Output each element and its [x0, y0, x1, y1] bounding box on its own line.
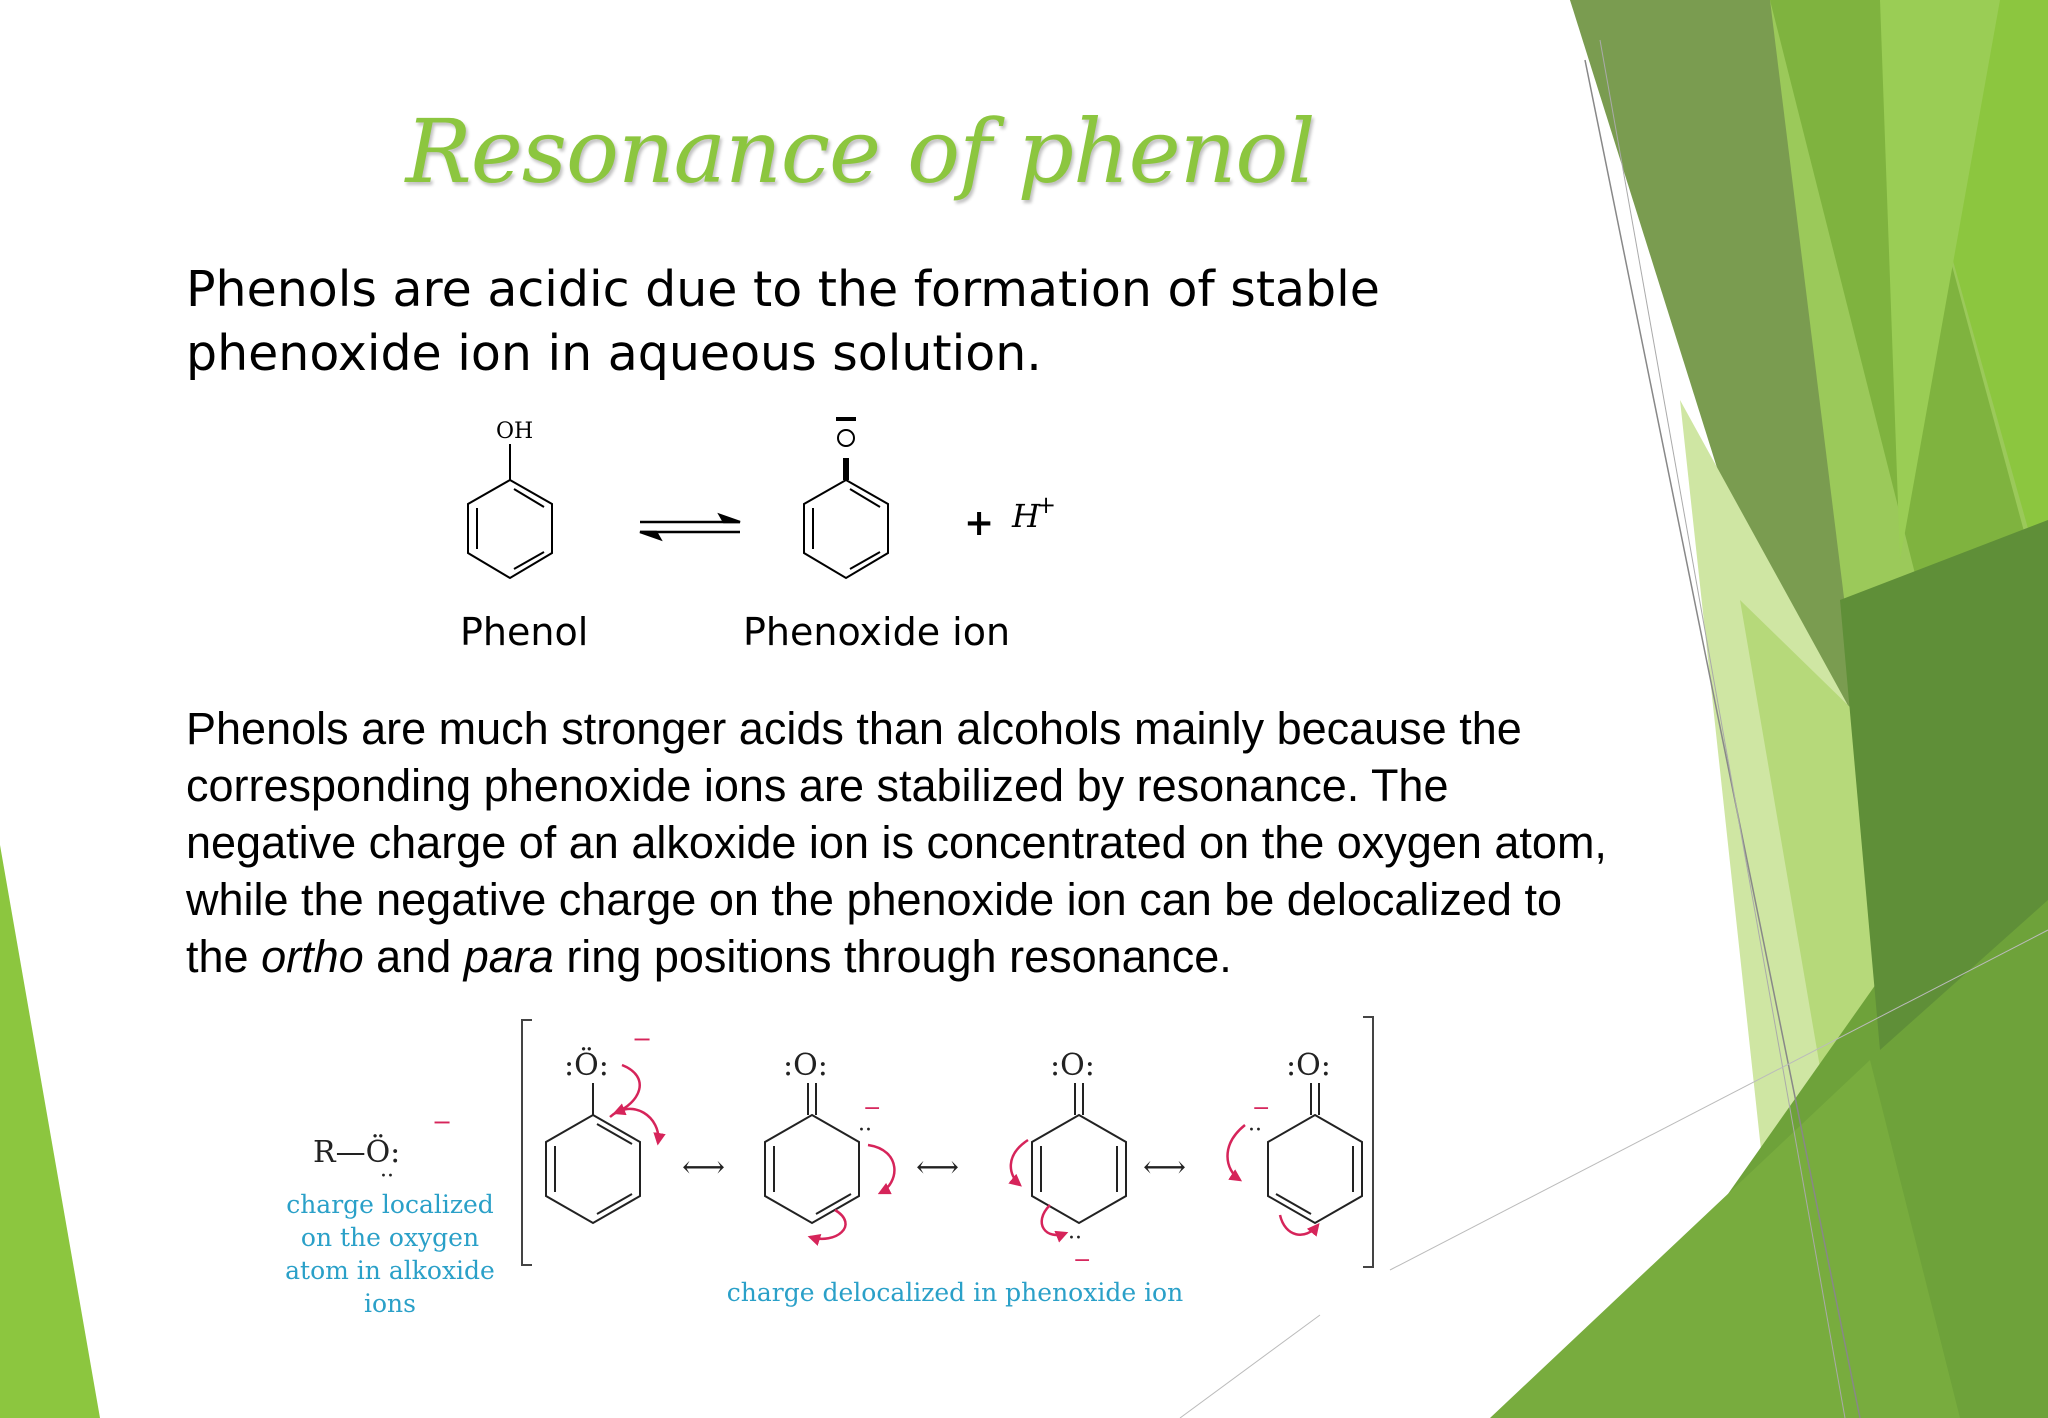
- negative-charge-1: −: [632, 1025, 653, 1053]
- phenol-structure: [468, 444, 552, 578]
- phenoxide-structure: [804, 419, 888, 578]
- negative-charge-4: −: [1252, 1096, 1271, 1121]
- resonance-structure-1: [546, 1025, 658, 1223]
- alkoxide-caption: charge localized on the oxygen atom in alkoxide ions: [285, 1190, 495, 1318]
- hydroxyl-label: OH: [496, 419, 534, 444]
- intro-text: Phenols are acidic due to the formation of stable phenoxide ion in aqueous solution.: [186, 261, 1380, 382]
- alkoxide-lower-lone-pair: ··: [380, 1164, 394, 1189]
- negative-charge-3: −: [1073, 1248, 1092, 1273]
- ortho-term: ortho: [261, 931, 364, 982]
- carbanion-lone-pair-2: ··: [858, 1118, 872, 1143]
- alkoxide-formula: R—Ö:: [313, 1135, 401, 1170]
- carbanion-lone-pair-3: ··: [1068, 1226, 1082, 1251]
- resonance-structure-3: [1011, 1048, 1126, 1273]
- explanation-text-part2: ring positions through resonance.: [553, 931, 1232, 982]
- negative-charge-2: −: [863, 1096, 882, 1121]
- resonance-structure-2: [765, 1048, 894, 1239]
- explanation-and: and: [363, 931, 464, 982]
- phenol-dissociation-diagram: [430, 410, 1110, 590]
- carbonyl-oxygen-3: :O:: [1050, 1048, 1095, 1083]
- resonance-brackets: [522, 1017, 1373, 1267]
- green-facet-left: [0, 845, 100, 1418]
- explanation-paragraph: [186, 700, 1626, 985]
- resonance-arrow-2: ⟷: [916, 1150, 960, 1185]
- explanation-text-part1: Phenols are much stronger acids than alcohols mainly because the corresponding phenoxide ions are stabilized by resonance. The negative charge of an alkoxide ion is concentrated on the oxygen atom, while the negative charge on the phenoxide ion can be delocalized to the: [186, 703, 1607, 982]
- equilibrium-arrows: [640, 515, 740, 539]
- carbonyl-oxygen-4: :O:: [1286, 1048, 1331, 1083]
- plus-sign: +: [964, 502, 995, 544]
- phenoxide-caption: charge delocalized in phenoxide ion: [726, 1278, 1184, 1307]
- carbonyl-oxygen-2: :O:: [783, 1048, 828, 1083]
- phenol-label: Phenol: [460, 610, 589, 654]
- para-term: para: [463, 931, 554, 982]
- resonance-arrow-3: ⟷: [1143, 1150, 1187, 1185]
- phenoxide-ion-label: Phenoxide ion: [743, 610, 1011, 654]
- slide-title: Resonance of phenol: [405, 100, 1315, 203]
- proton-symbol: H: [1012, 497, 1040, 535]
- alkoxide-negative-charge: −: [432, 1108, 453, 1136]
- oxygen-lone-pairs-1: :Ö:: [564, 1048, 609, 1083]
- resonance-structure-4: [1228, 1048, 1363, 1235]
- proton-charge: +: [1036, 491, 1057, 519]
- alkoxide-ion: [313, 1108, 452, 1189]
- carbanion-lone-pair-4: ··: [1248, 1118, 1262, 1143]
- resonance-arrow-1: ⟷: [682, 1150, 726, 1185]
